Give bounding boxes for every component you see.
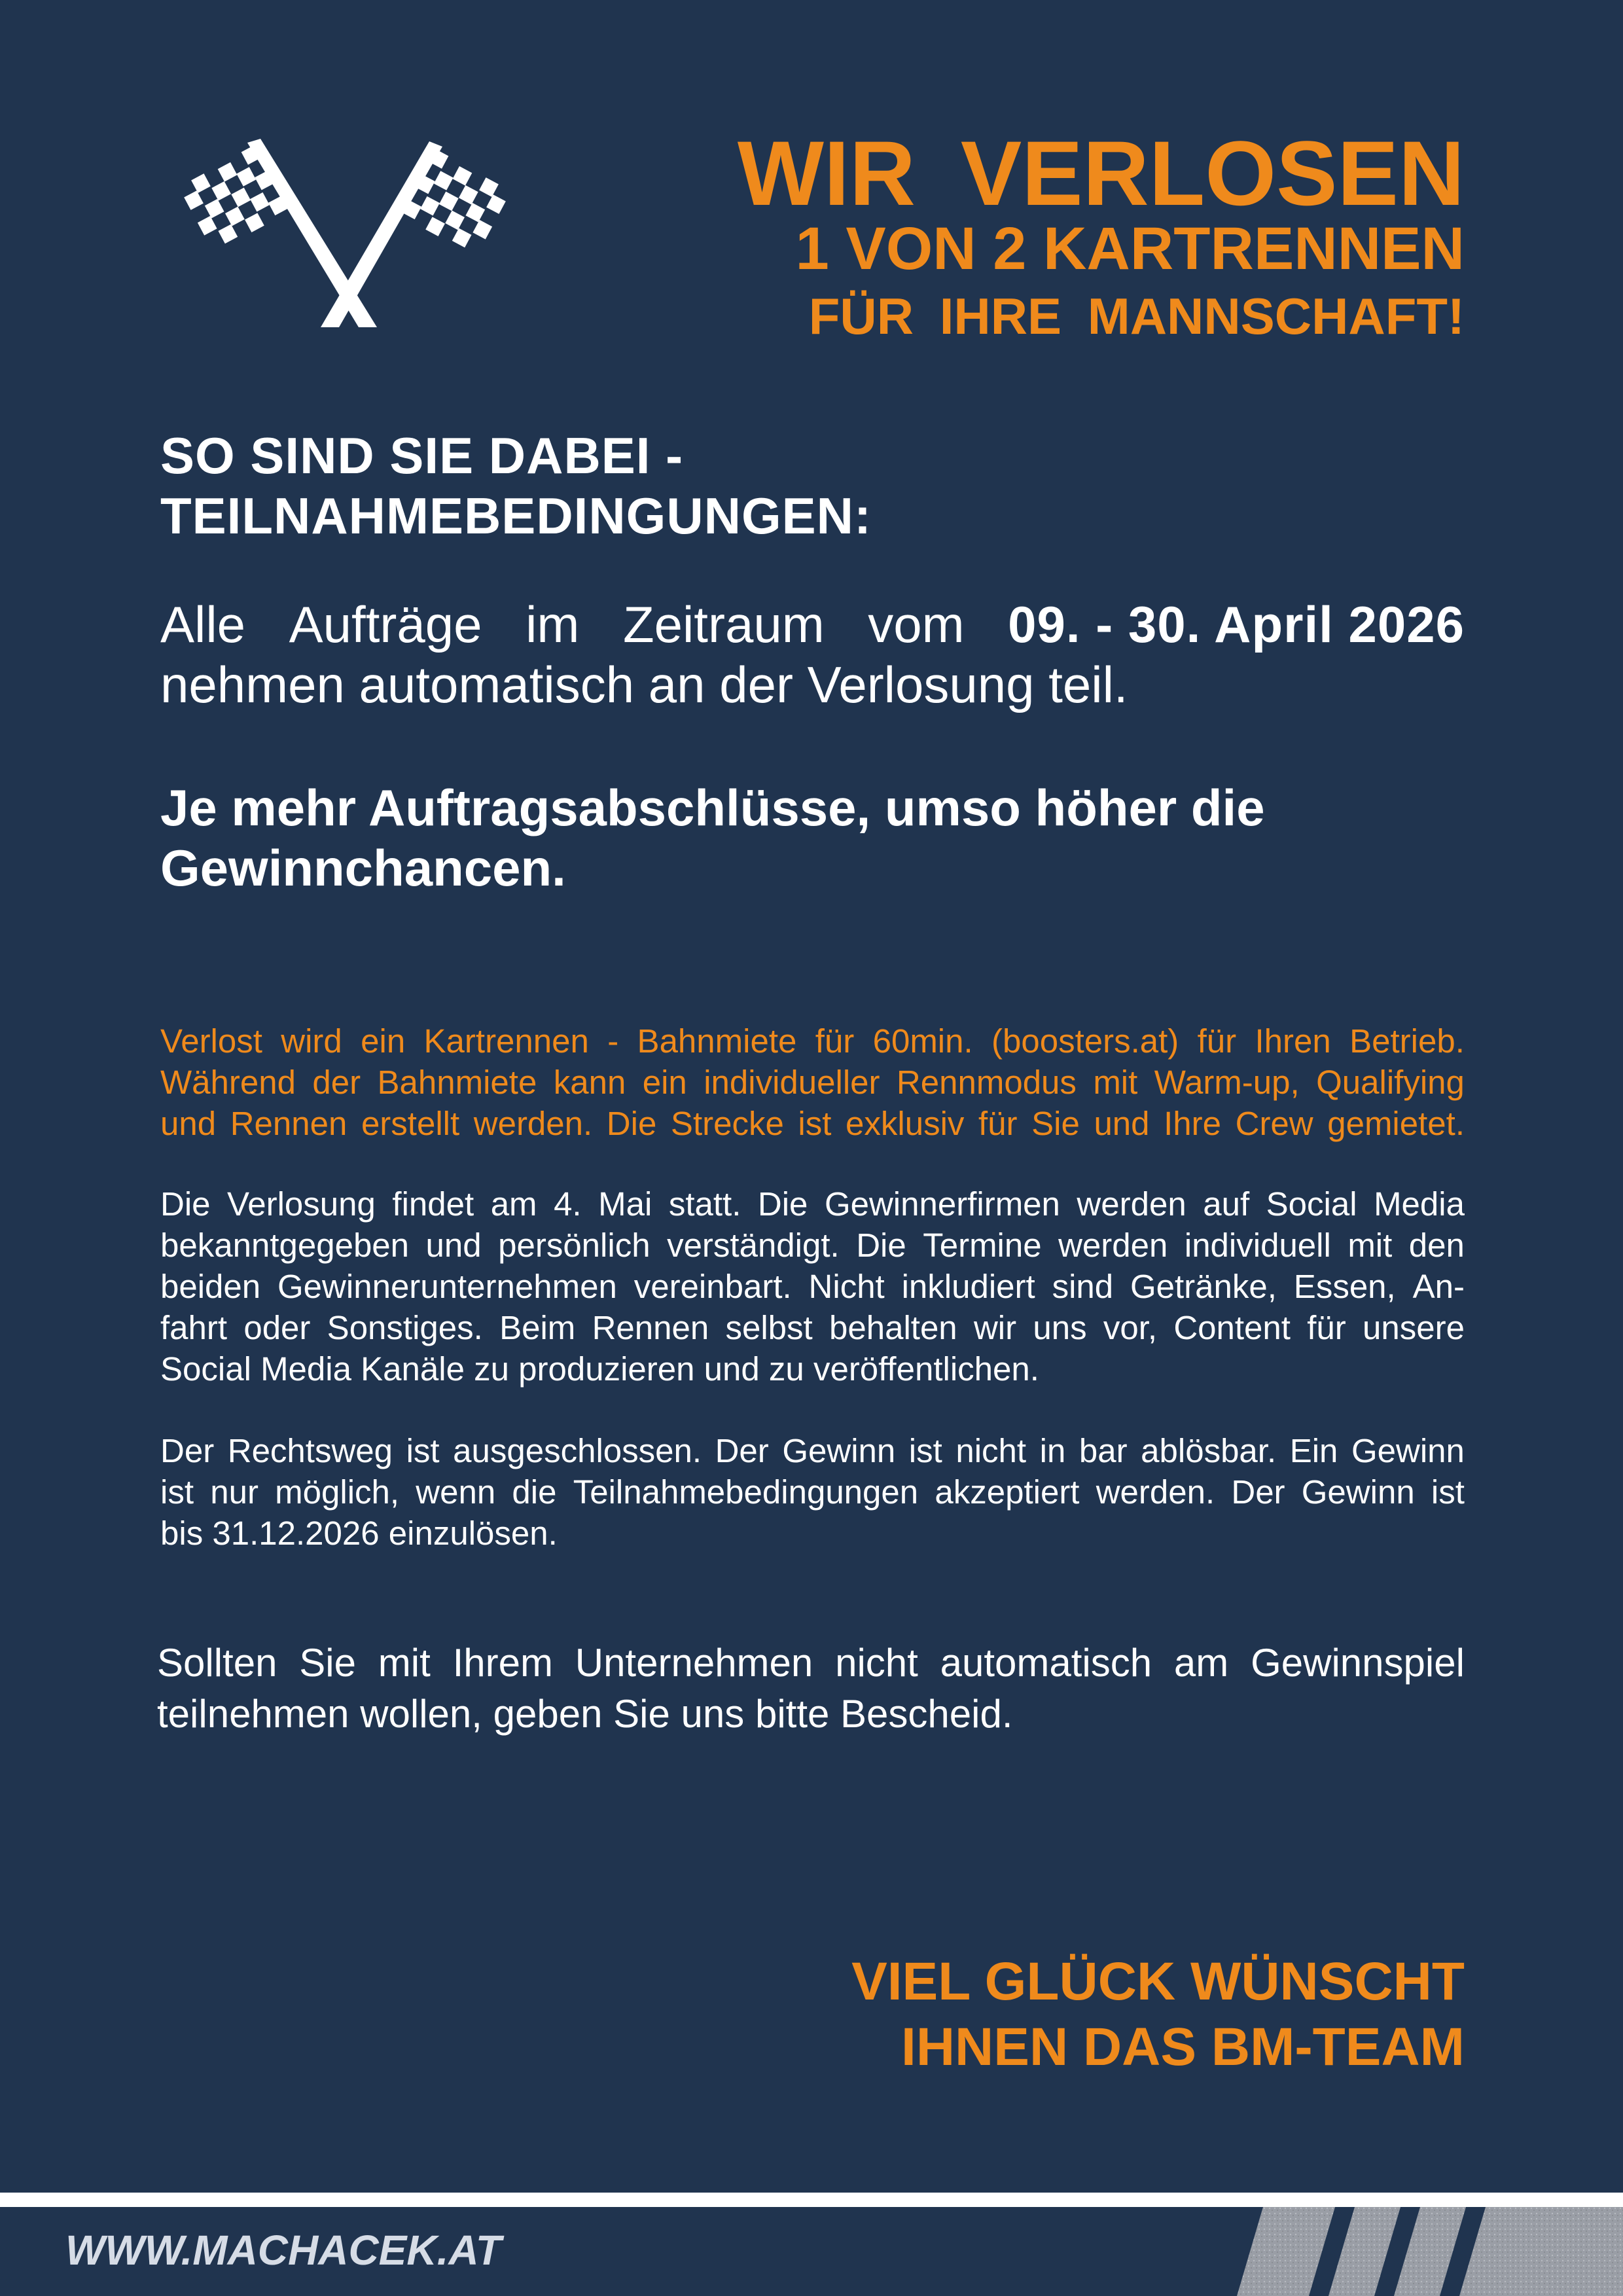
word: Verlosung	[227, 1185, 376, 1223]
word: Getränke,	[1130, 1268, 1277, 1305]
word: werden.	[1096, 1473, 1215, 1511]
word: mit	[378, 1641, 431, 1685]
word: bar	[1079, 1432, 1128, 1469]
website-link[interactable]: WWW.MACHACEK.AT	[65, 2227, 501, 2274]
word: Sonstiges.	[327, 1309, 483, 1346]
paragraph-line	[160, 1103, 1465, 1144]
word: Verlost	[160, 1022, 262, 1060]
word: am	[490, 1185, 537, 1223]
period-word: Zeitraum	[622, 596, 825, 653]
flag-check	[219, 224, 238, 244]
word: Nicht	[808, 1268, 885, 1305]
word: Betrieb.	[1349, 1022, 1465, 1060]
word: gemietet.	[1327, 1105, 1465, 1142]
checkered-flags-icon	[156, 131, 614, 334]
word: Die	[606, 1105, 657, 1142]
word: Gewinnerfirmen	[824, 1185, 1060, 1223]
word: bekanntgegeben	[160, 1227, 410, 1264]
word: ausgeschlossen.	[453, 1432, 702, 1469]
paragraph-line	[160, 1307, 1465, 1348]
flag-check	[236, 167, 256, 187]
flag-check	[479, 177, 499, 197]
word: selbst	[725, 1309, 813, 1346]
word: Rennen	[592, 1309, 709, 1346]
flag-check	[225, 207, 245, 226]
word: möglich,	[275, 1473, 400, 1511]
flag-check	[218, 162, 238, 182]
word: unsere	[1363, 1309, 1465, 1346]
word: für	[1197, 1022, 1237, 1060]
word: sind	[1052, 1268, 1114, 1305]
flag-check	[452, 228, 472, 248]
conditions-title-line-2: TEILNAHMEBEDINGUNGEN:	[160, 487, 872, 545]
headline-line-2: 1 VON 2 KARTRENNEN	[795, 215, 1465, 282]
word: Termine	[923, 1227, 1042, 1264]
flag-check	[445, 211, 465, 230]
chances-line-2: Gewinnchancen.	[160, 839, 566, 897]
word: den	[1408, 1227, 1465, 1264]
word: erstellt	[361, 1105, 460, 1142]
word: für	[978, 1105, 1018, 1142]
paragraph-line: bis 31.12.2026 einzulösen.	[160, 1515, 558, 1552]
word: behalten	[829, 1309, 957, 1346]
word: für	[1307, 1309, 1346, 1346]
word: und	[1094, 1105, 1150, 1142]
word: akzeptiert	[935, 1473, 1080, 1511]
flag-check	[425, 217, 445, 236]
word: Der	[1231, 1473, 1285, 1511]
word: Ihren	[1255, 1022, 1331, 1060]
headline-line-3: FÜR IHRE MANNSCHAFT!	[808, 287, 1465, 345]
period-word: vom	[868, 596, 965, 653]
flag-check	[231, 188, 251, 207]
period-line-1	[160, 594, 1465, 655]
word: Ein	[1289, 1432, 1338, 1469]
word: Warm-up,	[1154, 1064, 1300, 1101]
flag-check	[191, 173, 211, 193]
period-word: im	[526, 596, 580, 653]
word: am	[1173, 1641, 1229, 1685]
conditions-title-line-1: SO SIND SIE DABEI -	[160, 427, 684, 484]
word: für	[815, 1022, 855, 1060]
period-word: Alle	[160, 596, 246, 653]
word: und	[425, 1227, 482, 1264]
word: Mai	[598, 1185, 652, 1223]
paragraph-line	[160, 1020, 1465, 1062]
paragraph-line	[160, 1430, 1465, 1471]
word: Bahnmiete	[377, 1064, 537, 1101]
word: Unternehmen	[575, 1641, 813, 1685]
word: nur	[210, 1473, 259, 1511]
opt-out-line	[157, 1638, 1465, 1689]
word: wir	[973, 1309, 1017, 1346]
word: der	[312, 1064, 361, 1101]
paragraph-line: Social Media Kanäle zu produzieren und zu veröffentlichen.	[160, 1350, 1039, 1388]
word: vereinbart.	[633, 1268, 792, 1305]
word: Content	[1173, 1309, 1291, 1346]
word: Rennen	[230, 1105, 348, 1142]
word: ist	[908, 1432, 942, 1469]
word: Social	[1266, 1185, 1357, 1223]
flag-check	[473, 220, 492, 240]
word: wird	[281, 1022, 342, 1060]
word: mit	[1347, 1227, 1393, 1264]
word: individueller	[704, 1064, 880, 1101]
word: ist	[798, 1105, 832, 1142]
word: ablösbar.	[1141, 1432, 1277, 1469]
chances-line-1: Je mehr Auftragsabschlüsse, umso höher die	[160, 779, 1265, 836]
word: Bahnmiete	[637, 1022, 797, 1060]
flag-check	[205, 199, 224, 219]
word: Sie	[1031, 1105, 1080, 1142]
participation-period	[160, 594, 1465, 715]
word: Gewinn	[1301, 1473, 1415, 1511]
word: mit	[1093, 1064, 1138, 1101]
chances-statement	[160, 778, 1465, 898]
legal-paragraph	[160, 1430, 1465, 1554]
paragraph-line	[160, 1266, 1465, 1307]
word: fahrt	[160, 1309, 228, 1346]
period-line-2: nehmen automatisch an der Verlosung teil.	[160, 656, 1128, 713]
word: Gewinnerunternehmen	[277, 1268, 617, 1305]
flag-check	[420, 196, 440, 216]
headline-line-1: WIR VERLOSEN	[737, 122, 1465, 224]
flag-check	[459, 185, 478, 205]
closing-message	[851, 1949, 1465, 2080]
word: individuell	[1184, 1227, 1331, 1264]
word: (boosters.at)	[991, 1022, 1179, 1060]
paragraph-line	[160, 1225, 1465, 1266]
word: inkludiert	[901, 1268, 1035, 1305]
word: 60min.	[872, 1022, 973, 1060]
flag-check	[250, 192, 270, 212]
paragraph-line	[160, 1183, 1465, 1225]
word: Media	[1374, 1185, 1465, 1223]
word: Qualifying	[1316, 1064, 1465, 1101]
paragraph-line	[160, 1471, 1465, 1513]
word: werden.	[473, 1105, 593, 1142]
word: automatisch	[940, 1641, 1152, 1685]
word: in	[1039, 1432, 1066, 1469]
word: nicht	[955, 1432, 1027, 1469]
opt-out-line: teilnehmen wollen, geben Sie uns bitte Bescheid.	[157, 1692, 1013, 1736]
word: ist	[160, 1473, 194, 1511]
word: Ihrem	[452, 1641, 553, 1685]
flag-check	[439, 192, 459, 211]
word: kann	[553, 1064, 626, 1101]
flag-check	[465, 203, 485, 223]
word: Sie	[299, 1641, 356, 1685]
word: Essen,	[1293, 1268, 1396, 1305]
word: ein	[361, 1022, 406, 1060]
word: verständigt.	[667, 1227, 840, 1264]
opt-out-note	[157, 1638, 1465, 1740]
draw-paragraph	[160, 1183, 1465, 1390]
word: -	[607, 1022, 619, 1060]
word: findet	[392, 1185, 474, 1223]
word: 4.	[554, 1185, 582, 1223]
word: statt.	[668, 1185, 741, 1223]
word: Beim	[499, 1309, 576, 1346]
word: persönlich	[498, 1227, 651, 1264]
word: Ihre	[1164, 1105, 1222, 1142]
period-word: Aufträge	[289, 596, 482, 653]
word: Rennmodus	[896, 1064, 1077, 1101]
word: Gewinnspiel	[1251, 1641, 1465, 1685]
word: vor,	[1103, 1309, 1158, 1346]
flag-check	[486, 194, 506, 214]
word: nicht	[835, 1641, 918, 1685]
word: ein	[642, 1064, 687, 1101]
word: An-	[1412, 1268, 1465, 1305]
word: Gewinn	[1351, 1432, 1465, 1469]
word: wenn	[416, 1473, 496, 1511]
word: die	[512, 1473, 557, 1511]
flag-check	[198, 216, 217, 236]
word: Der	[715, 1432, 769, 1469]
word: Strecke	[670, 1105, 784, 1142]
word: Crew	[1235, 1105, 1313, 1142]
word: Die	[160, 1185, 211, 1223]
period-dates: 09. - 30. April 2026	[1008, 596, 1465, 653]
word: uns	[1033, 1309, 1087, 1346]
word: Rechtsweg	[227, 1432, 393, 1469]
word: auf	[1203, 1185, 1250, 1223]
word: beiden	[160, 1268, 261, 1305]
word: und	[160, 1105, 217, 1142]
word: oder	[243, 1309, 311, 1346]
word: Die	[757, 1185, 808, 1223]
flag-check	[434, 171, 454, 190]
word: ist	[406, 1432, 440, 1469]
conditions-title	[160, 425, 1465, 546]
flag-check	[184, 190, 204, 210]
word: werden	[1077, 1185, 1186, 1223]
word: Während	[160, 1064, 296, 1101]
flag-check	[453, 166, 473, 186]
word: exklusiv	[846, 1105, 965, 1142]
word: werden	[1058, 1227, 1168, 1264]
prize-paragraph	[160, 1020, 1465, 1144]
word: Sollten	[157, 1641, 277, 1685]
closing-line-1: VIEL GLÜCK WÜNSCHT	[851, 1952, 1465, 2011]
word: Die	[856, 1227, 906, 1264]
word: Gewinn	[782, 1432, 896, 1469]
footer-divider	[0, 2193, 1623, 2207]
flag-check	[245, 213, 264, 232]
word: Der	[160, 1432, 215, 1469]
closing-line-2: IHNEN DAS BM-TEAM	[901, 2017, 1465, 2077]
racing-stripes-decoration	[1237, 2207, 1623, 2296]
flag-check	[211, 181, 231, 201]
word: Teilnahmebedingungen	[573, 1473, 919, 1511]
word: Kartrennen	[423, 1022, 589, 1060]
word: ist	[1431, 1473, 1465, 1511]
paragraph-line	[160, 1062, 1465, 1103]
